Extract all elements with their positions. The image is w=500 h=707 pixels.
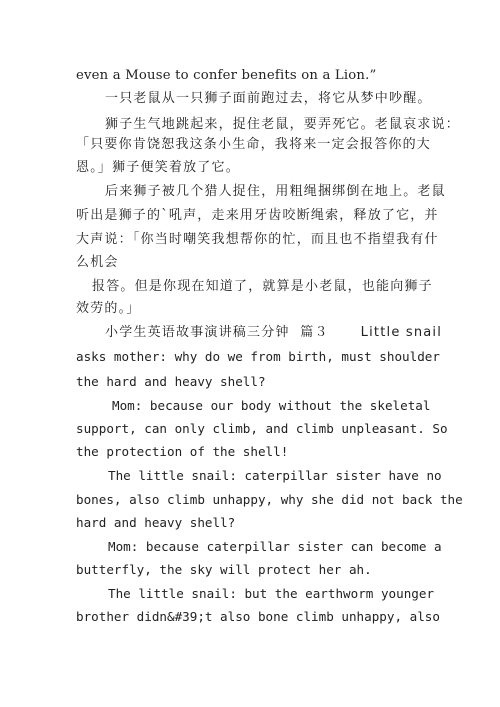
text-line-4: 「只要你肯饶恕我这条小生命，我将来一定会报答你的大 [76, 137, 432, 152]
text-line-8: 大声说：「你当时嘲笑我想帮你的忙，而且也不指望我有什 [76, 232, 439, 247]
text-line-23: The little snail: but the earthworm younger [108, 586, 435, 601]
text-line-7: 听出是狮子的`吼声，走来用牙齿咬断绳索，释放了它，并 [76, 208, 439, 223]
text-line-13: asks mother: why do we from birth, must shoulder [76, 349, 440, 364]
text-line-3: 狮子生气地跳起来，捉住老鼠，要弄死它。老鼠哀求说： [105, 117, 461, 132]
text-line-1: even a Mouse to confer benefits on a Lion.” [76, 68, 377, 83]
text-line-22: butterfly, the sky will protect her ah. [76, 562, 372, 577]
text-line-24: brother didn&#39;t also bone climb unhappy, also [76, 609, 440, 624]
text-line-18: The little snail: caterpillar sister have no [108, 468, 442, 483]
text-line-14: the hard and heavy shell? [76, 374, 266, 389]
text-line-17: the protection of the shell! [76, 444, 289, 459]
text-line-19: bones, also climb unhappy, why she did not back the [76, 492, 463, 507]
text-line-10: 报答。但是你现在知道了，就算是小老鼠，也能向狮子 [92, 279, 433, 294]
text-line-11: 效劳的。」 [76, 301, 141, 316]
text-line-9: 么机会 [76, 255, 119, 270]
text-line-16: support, can only climb, and climb unpleasant. So [76, 421, 448, 436]
text-line-6: 后来狮子被几个猎人捉住，用粗绳捆绑倒在地上。老鼠 [105, 184, 446, 199]
text-line-20: hard and heavy shell? [76, 515, 236, 530]
text-line-2: 一只老鼠从一只狮子面前跑过去，将它从梦中吵醒。 [105, 91, 432, 106]
text-line-15: Mom: because our body without the skeletal [112, 398, 431, 413]
text-line-12: 小学生英语故事演讲稿三分钟 篇３ Little snail [105, 325, 443, 340]
text-line-5: 恩。」狮子便笑着放了它。 [76, 160, 240, 175]
text-line-21: Mom: because caterpillar sister can become a [108, 539, 442, 554]
